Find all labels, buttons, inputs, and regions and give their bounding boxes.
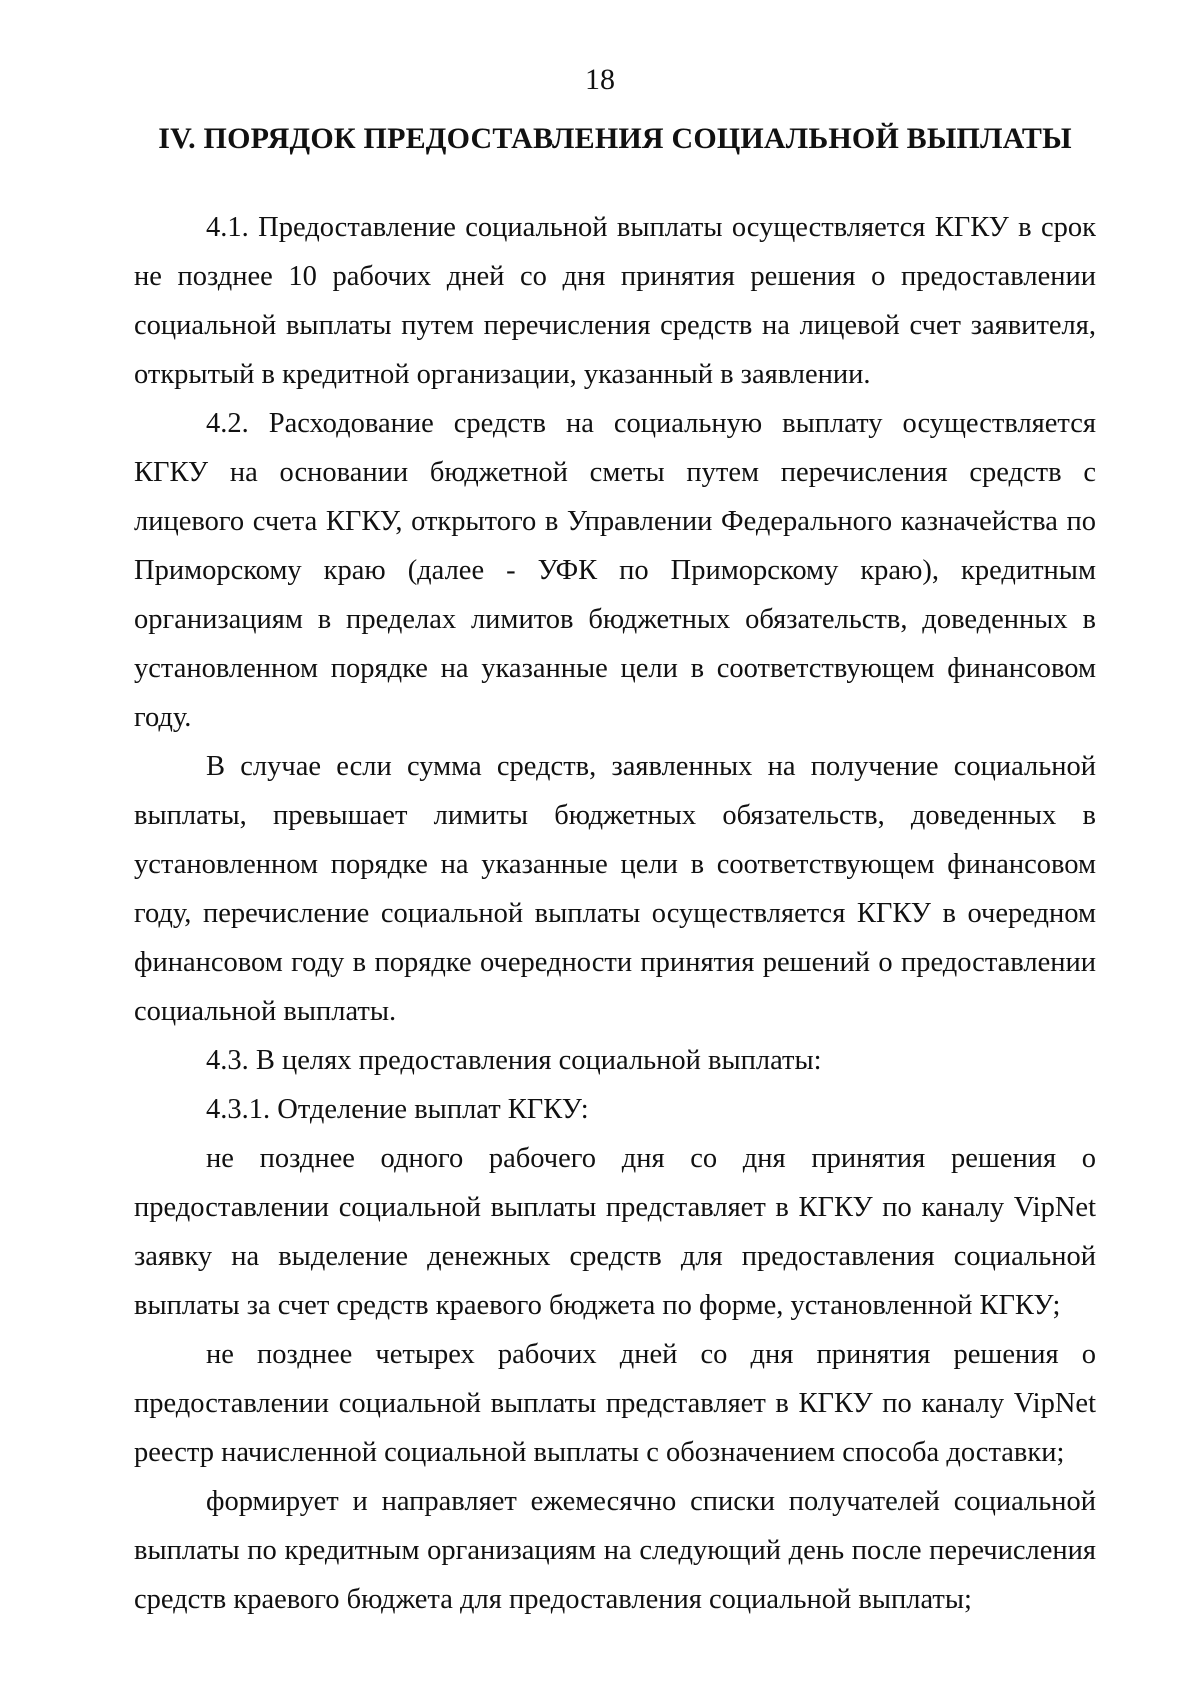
document-body — [134, 203, 1096, 1624]
paragraph-4-1: 4.1. Предоставление социальной выплаты осуществляется КГКУ в срок не позднее 10 рабочих дней со дня принятия решения о предоставлении социальной выплаты путем перечисления средств на лицевой счет заявителя, открытый в кредитной организации, указанный в заявлении. — [134, 212, 1096, 390]
paragraph-recipient-lists: формирует и направляет ежемесячно списки получателей социальной выплаты по кредитным организациям на следующий день после перечисления средств краевого бюджета для предоставления социальной выплаты; — [134, 1486, 1096, 1615]
page-number: 18 — [585, 63, 615, 96]
paragraph-4-3: 4.3. В целях предоставления социальной выплаты: — [206, 1045, 822, 1076]
paragraph-4-2: 4.2. Расходование средств на социальную выплату осуществляется КГКУ на основании бюджетной сметы путем перечисления средств с лицевого счета КГКУ, открытого в Управлении Федерального казначейства по Приморскому краю (далее - УФК по Приморскому краю), кредитным организациям в пределах лимитов бюджетных обязательств, доведенных в установленном порядке на указанные цели в соответствующем финансовом году. — [134, 408, 1096, 733]
section-title: IV. ПОРЯДОК ПРЕДОСТАВЛЕНИЯ СОЦИАЛЬНОЙ ВЫПЛАТЫ — [158, 122, 1072, 155]
paragraph-registry-deadline: не позднее четырех рабочих дней со дня принятия решения о предоставлении социальной выплаты представляет в КГКУ по каналу VipNet реестр начисленной социальной выплаты с обозначением способа доставки; — [134, 1339, 1096, 1468]
paragraph-4-3-1: 4.3.1. Отделение выплат КГКУ: — [206, 1094, 589, 1125]
paragraph-budget-limits: В случае если сумма средств, заявленных на получение социальной выплаты, превышает лимиты бюджетных обязательств, доведенных в установленном порядке на указанные цели в соответствующем финансовом году, перечисление социальной выплаты осуществляется КГКУ в очередном финансовом году в порядке очередности принятия решений о предоставлении социальной выплаты. — [134, 751, 1096, 1027]
paragraph-application-deadline: не позднее одного рабочего дня со дня принятия решения о предоставлении социальной выплаты представляет в КГКУ по каналу VipNet заявку на выделение денежных средств для предоставления социальной выплаты за счет средств краевого бюджета по форме, установленной КГКУ; — [134, 1143, 1096, 1321]
